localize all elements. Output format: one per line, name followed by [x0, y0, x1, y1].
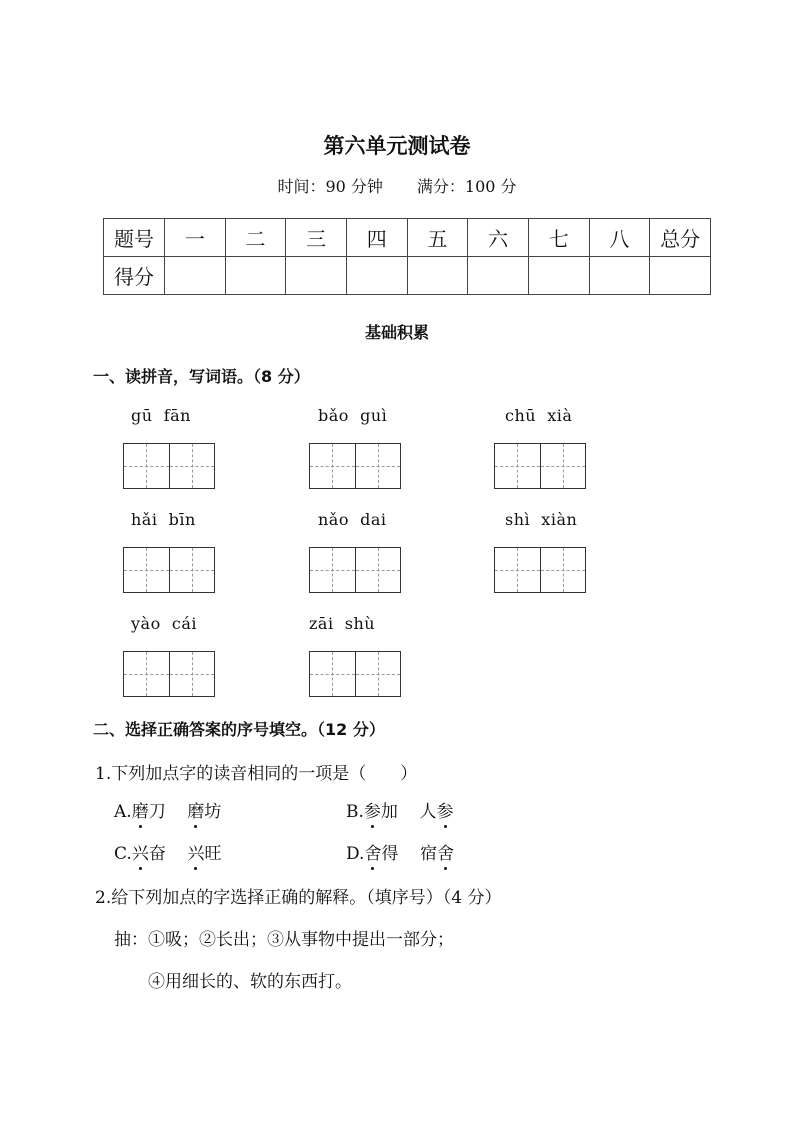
question-2-heading: 二、选择正确答案的序号填空。（12 分） [93, 720, 385, 739]
exam-meta [0, 174, 794, 197]
option-b[interactable]: B.参加 人参 [346, 797, 454, 822]
score-table [103, 218, 711, 295]
score-cell: 五 [407, 219, 468, 257]
score-row-label: 得分 [104, 257, 165, 295]
pinyin-label: yào cái [131, 614, 197, 633]
writing-grid[interactable] [309, 547, 401, 593]
score-blank[interactable] [407, 257, 468, 295]
pinyin-label: shì xiàn [505, 510, 578, 529]
section-heading: 基础积累 [364, 323, 429, 342]
pinyin-label: hǎi bīn [131, 510, 196, 529]
pinyin-label: bǎo guì [318, 406, 388, 425]
score-blank[interactable] [589, 257, 650, 295]
score-cell: 题号 [104, 219, 165, 257]
option-a[interactable]: A.磨刀 磨坊 [114, 797, 221, 822]
score-blank[interactable] [286, 257, 347, 295]
writing-grid[interactable] [494, 547, 586, 593]
score-cell: 六 [468, 219, 529, 257]
score-blank[interactable] [468, 257, 529, 295]
score-cell: 一 [165, 219, 226, 257]
score-cell: 八 [589, 219, 650, 257]
score-blank[interactable] [165, 257, 226, 295]
writing-grid[interactable] [123, 651, 215, 697]
score-blank[interactable] [225, 257, 286, 295]
score-cell: 总分 [650, 219, 711, 257]
writing-grid[interactable] [123, 547, 215, 593]
score-cell: 七 [528, 219, 589, 257]
question-1-heading: 一、读拼音，写词语。（8 分） [93, 367, 310, 386]
exam-time: 时间：90 分钟 [277, 177, 383, 196]
meanings-line-1: 抽：①吸；②长出；③从事物中提出一部分； [114, 930, 454, 950]
score-blank[interactable] [528, 257, 589, 295]
pinyin-label: chū xià [505, 406, 573, 425]
pinyin-label: nǎo dai [318, 510, 387, 529]
page-title: 第六单元测试卷 [323, 134, 471, 158]
writing-grid[interactable] [309, 651, 401, 697]
score-blank[interactable] [346, 257, 407, 295]
question-2-2-stem: 2.给下列加点的字选择正确的解释。（填序号）（4 分） [95, 888, 502, 908]
writing-grid[interactable] [494, 443, 586, 489]
option-d[interactable]: D.舍得 宿舍 [346, 839, 454, 864]
score-table-header-row [104, 219, 711, 257]
score-cell: 三 [286, 219, 347, 257]
writing-grid[interactable] [309, 443, 401, 489]
pinyin-label: zāi shù [309, 614, 376, 633]
meanings-line-2: ④用细长的、软的东西打。 [148, 972, 352, 992]
score-cell: 四 [346, 219, 407, 257]
option-c[interactable]: C.兴奋 兴旺 [114, 839, 221, 864]
question-2-1-stem: 1.下列加点字的读音相同的一项是（ ） [95, 764, 418, 784]
pinyin-label: gū fān [131, 406, 191, 425]
writing-grid[interactable] [123, 443, 215, 489]
score-cell: 二 [225, 219, 286, 257]
exam-full-score: 满分：100 分 [416, 177, 517, 196]
score-table-score-row [104, 257, 711, 295]
score-blank[interactable] [650, 257, 711, 295]
